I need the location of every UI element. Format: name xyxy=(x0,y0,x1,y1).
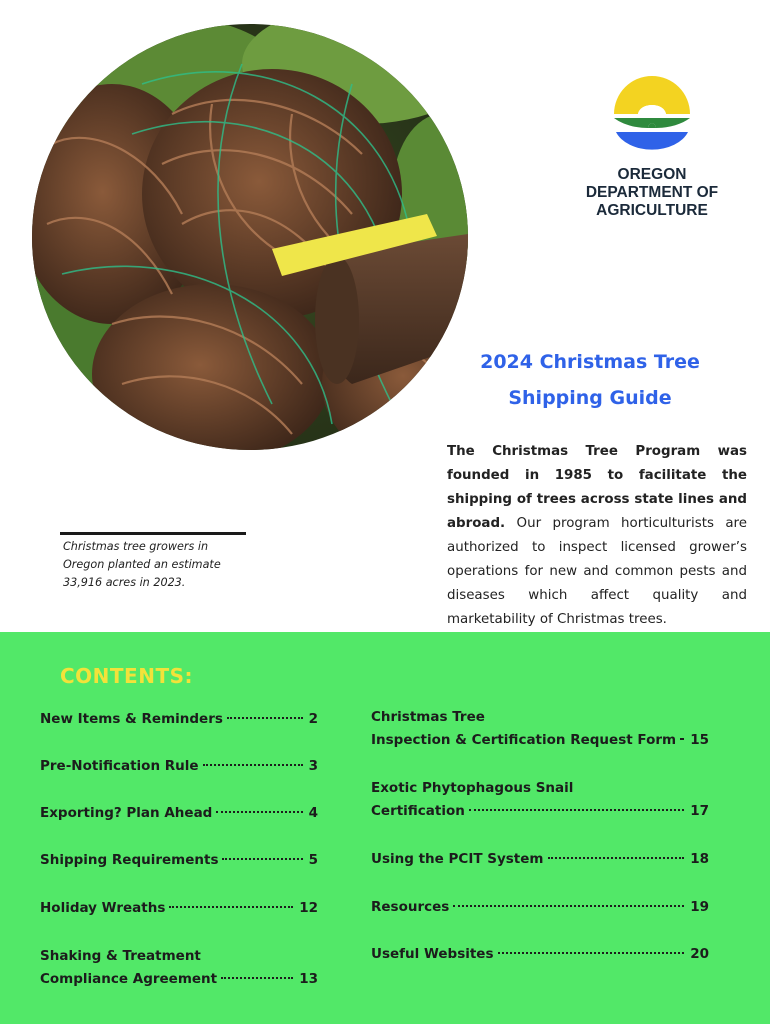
toc-title-line-1: Exotic Phytophagous Snail xyxy=(371,780,574,796)
toc-page: 15 xyxy=(690,732,709,748)
toc-leader xyxy=(548,857,685,859)
toc-page: 5 xyxy=(308,852,318,868)
caption-divider xyxy=(60,532,246,535)
toc-leader xyxy=(216,811,302,813)
toc-page: 18 xyxy=(690,851,709,867)
oda-logo xyxy=(572,72,732,222)
toc-leader xyxy=(453,905,684,907)
toc-leader xyxy=(169,906,293,908)
toc-leader xyxy=(227,717,303,719)
toc-title: Resources xyxy=(371,899,450,915)
toc-page: 12 xyxy=(299,900,318,916)
toc-leader xyxy=(203,764,303,766)
toc-item-pcit-system[interactable] xyxy=(371,848,709,871)
intro-paragraph xyxy=(447,440,747,632)
intro-bold-text: The Christmas Tree Program was founded in 1985 to facilitate the shipping of trees across state lines and abroad. xyxy=(447,444,747,531)
title-line-1: 2024 Christmas Tree xyxy=(480,351,700,373)
toc-leader xyxy=(680,738,684,740)
toc-item-holiday-wreaths[interactable] xyxy=(40,897,318,920)
toc-leader xyxy=(221,977,293,979)
toc-item-shipping-requirements[interactable] xyxy=(40,849,318,872)
toc-item-useful-websites[interactable] xyxy=(371,943,709,966)
toc-item-exporting[interactable] xyxy=(40,802,318,825)
toc-title: Using the PCIT System xyxy=(371,851,544,867)
photo-caption: Christmas tree growers in Oregon planted an estimate 33,916 acres in 2023. xyxy=(63,540,221,589)
toc-item-inspection-request-form[interactable] xyxy=(371,706,709,752)
toc-item-shaking-treatment[interactable] xyxy=(40,945,318,991)
toc-title: Pre-Notification Rule xyxy=(40,758,199,774)
toc-title-line-1: Shaking & Treatment xyxy=(40,948,201,964)
logo-line-3: AGRICULTURE xyxy=(596,202,708,219)
toc-leader xyxy=(222,858,302,860)
toc-item-pre-notification[interactable] xyxy=(40,755,318,778)
toc-title-line-1: Christmas Tree xyxy=(371,709,485,725)
toc-title: Certification xyxy=(371,803,465,819)
intro-regular-text: Our program horticulturists are authorized to inspect licensed grower’s operations for new and common pests and diseases which affect quality and marketability of Christmas trees. xyxy=(447,516,747,627)
toc-title: Useful Websites xyxy=(371,946,494,962)
toc-page: 4 xyxy=(308,805,318,821)
toc-item-snail-certification[interactable] xyxy=(371,777,709,823)
toc-page: 20 xyxy=(690,946,709,962)
toc-page: 3 xyxy=(308,758,318,774)
oda-logo-text xyxy=(572,166,732,220)
toc-item-resources[interactable] xyxy=(371,896,709,919)
toc-title: New Items & Reminders xyxy=(40,711,223,727)
page-title xyxy=(440,344,740,416)
toc-page: 19 xyxy=(690,899,709,915)
toc-page: 2 xyxy=(308,711,318,727)
toc-page: 13 xyxy=(299,971,318,987)
toc-title: Compliance Agreement xyxy=(40,971,218,987)
toc-leader xyxy=(498,952,685,954)
toc-title: Holiday Wreaths xyxy=(40,900,166,916)
toc-title: Exporting? Plan Ahead xyxy=(40,805,213,821)
toc-title: Shipping Requirements xyxy=(40,852,219,868)
logo-line-1: OREGON xyxy=(617,166,687,183)
toc-title: Inspection & Certification Request Form xyxy=(371,732,677,748)
contents-heading: CONTENTS: xyxy=(60,664,194,688)
logo-line-2: DEPARTMENT OF xyxy=(585,184,719,201)
root-ball-photo xyxy=(32,24,468,450)
toc-page: 17 xyxy=(690,803,709,819)
toc-item-new-items[interactable] xyxy=(40,708,318,731)
toc-leader xyxy=(469,809,684,811)
oda-logo-mark-icon xyxy=(612,72,692,158)
title-line-2: Shipping Guide xyxy=(508,387,672,409)
